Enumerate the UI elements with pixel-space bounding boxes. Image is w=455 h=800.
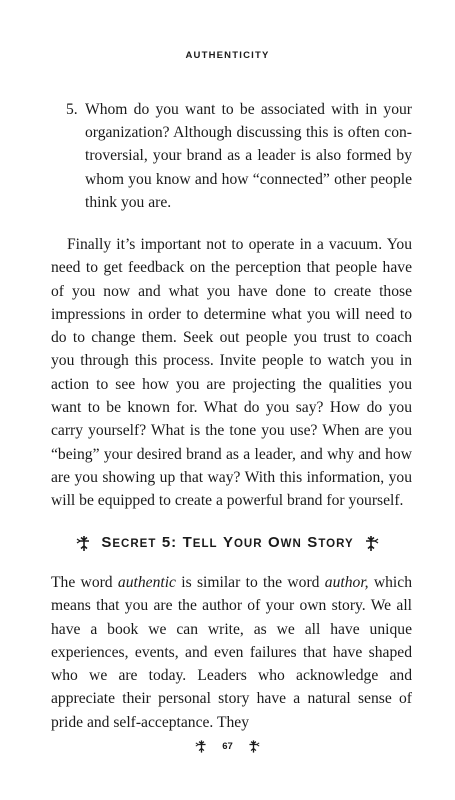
page-footer [0,739,455,754]
italic-term: authentic [117,574,176,591]
right-ornament-icon [247,739,260,754]
page-number: 67 [222,741,233,752]
list-item-number: 5. [66,101,78,118]
left-ornament-icon [195,739,208,754]
list-item-text: Whom do you want to be associated with in your organization? Although discussing this is often controversial, your brand as a leader is also formed by whom you know and how “connected” other people think you are. [85,101,412,211]
left-ornament-icon [76,535,92,552]
italic-term: author, [324,574,369,591]
right-ornament-icon [363,535,379,552]
section-title: SECRET 5: TELL YOUR OWN STORY [101,534,354,551]
body-paragraph: The word authentic is similar to the word author, which means that you are the author of your own story. We all have a book we can write, as we all have unique experiences, events, and even failures that have shaped who we are today. Leaders who acknowledge and appreciate their personal story have a natural sense of pride and self-acceptance. They [51,574,412,731]
numbered-list-item [66,98,412,214]
running-head: AUTHENTICITY [185,50,270,61]
section-heading [0,534,455,552]
body-paragraph: Finally it’s important not to operate in a vacuum. You need to get feedback on the perception that people have of you now and what you have done to create those impressions in order to determine what you will need to do to change them. Seek out people you trust to coach you through this process. Invite people to watch you in action to see how you are projecting the qualities you want to be known for. What do you say? How do you carry yourself? What is the tone you use? When are you “being” your desired brand as a leader, and why and how are you showing up that way? With this information, you will be equipped to create a powerful brand for yourself. [51,236,412,510]
